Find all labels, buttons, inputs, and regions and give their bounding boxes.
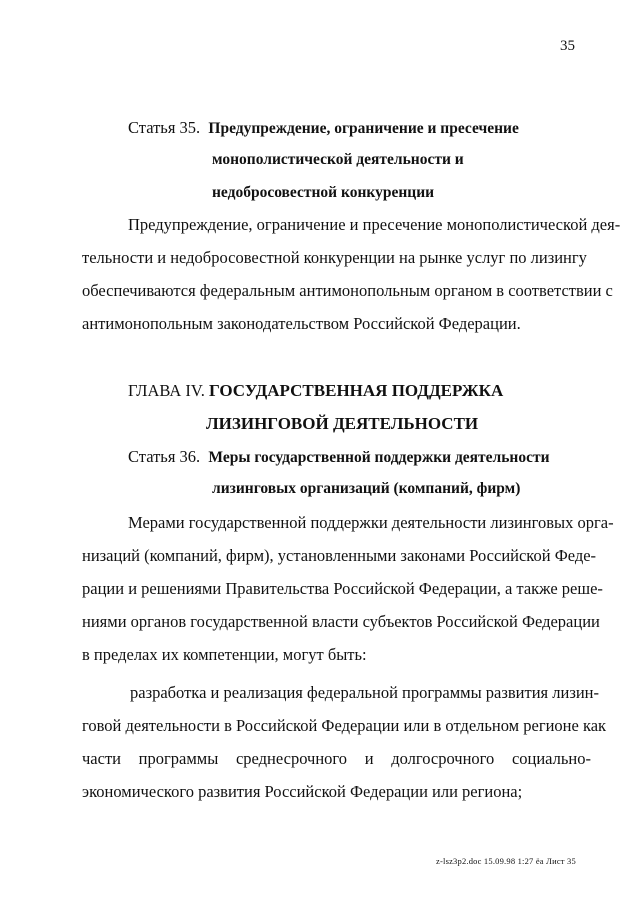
chapter-4-prefix: ГЛАВА IV.	[128, 381, 205, 400]
article-36-paragraph-line: рации и решениями Правительства Российской Федерации, а также реше-	[82, 579, 603, 598]
page-number: 35	[560, 38, 575, 54]
article-36-prefix: Статья 36.	[128, 447, 201, 466]
article-36-item-justified-line	[82, 749, 591, 769]
item-word: социально-	[511, 749, 591, 768]
item-word: программы	[138, 749, 219, 768]
item-word: среднесрочного	[235, 749, 348, 768]
item-word: и	[364, 749, 374, 768]
item-word: долгосрочного	[391, 749, 495, 768]
article-35-paragraph-line: обеспечиваются федеральным антимонопольным органом в соответствии с	[82, 281, 613, 300]
article-36-paragraph-line: Мерами государственной поддержки деятельности лизинговых орга-	[128, 513, 614, 532]
chapter-4-title-line2: ЛИЗИНГОВОЙ ДЕЯТЕЛЬНОСТИ	[206, 414, 479, 433]
article-35-paragraph-line: антимонопольным законодательством Российской Федерации.	[82, 314, 521, 333]
article-36-item-line: экономического развития Российской Федерации или региона;	[82, 782, 523, 801]
article-35-title-line3: недобросовестной конкуренции	[212, 184, 435, 201]
article-36-paragraph-line: ниями органов государственной власти субъектов Российской Федерации	[82, 612, 600, 631]
article-36-paragraph-line: в пределах их компетенции, могут быть:	[82, 645, 367, 664]
item-word: части	[82, 749, 121, 768]
article-35-title-line1: Предупреждение, ограничение и пресечение	[208, 120, 519, 137]
document-footer: z-lsz3p2.doc 15.09.98 1:27 ёа Лист 35	[436, 856, 576, 866]
article-35-paragraph-line: Предупреждение, ограничение и пресечение монополистической дея-	[128, 215, 621, 234]
article-36-heading	[128, 447, 550, 467]
article-36-item-line: разработка и реализация федеральной программы развития лизин-	[130, 683, 599, 702]
article-35-paragraph-line: тельности и недобросовестной конкуренции на рынке услуг по лизингу	[82, 248, 587, 267]
chapter-4-heading	[128, 381, 503, 401]
article-36-item-line: говой деятельности в Российской Федерации или в отдельном регионе как	[82, 716, 607, 735]
article-35-title-line2: монополистической деятельности и	[212, 151, 464, 168]
article-36-title-line2: лизинговых организаций (компаний, фирм)	[212, 480, 521, 497]
article-36-title-line1: Меры государственной поддержки деятельности	[208, 449, 550, 466]
article-35-prefix: Статья 35.	[128, 118, 201, 137]
chapter-4-title-line1: ГОСУДАРСТВЕННАЯ ПОДДЕРЖКА	[208, 381, 504, 400]
article-36-paragraph-line: низаций (компаний, фирм), установленными законами Российской Феде-	[82, 546, 597, 565]
article-35-heading	[128, 118, 519, 138]
